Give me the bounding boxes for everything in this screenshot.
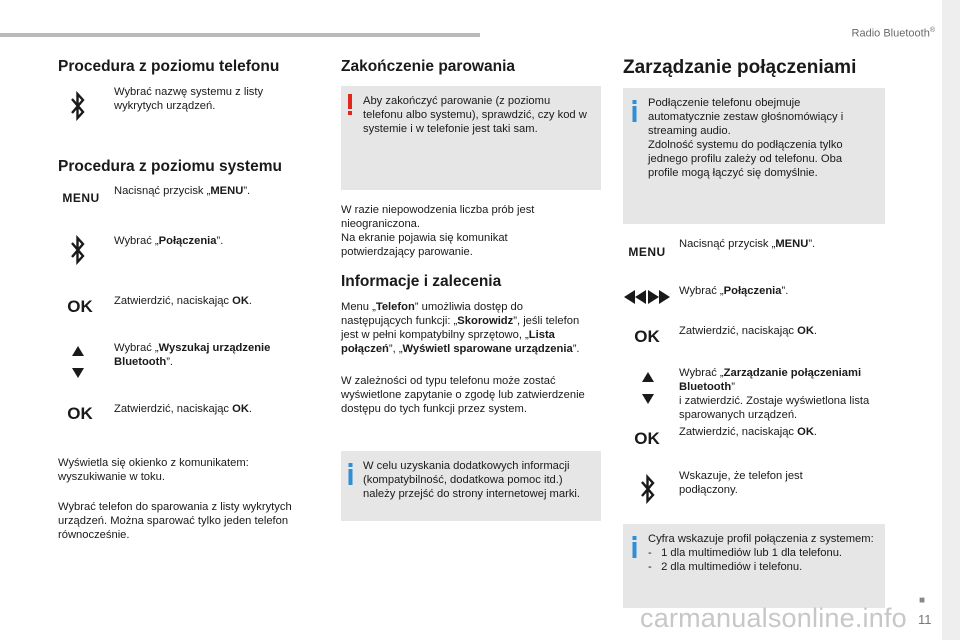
paragraph: W zależności od typu telefonu może zostać wyświetlone zapytanie o zgodę lub zatwierdzenie dostępu do tych funkcji przez system.: [341, 375, 585, 415]
paragraph: Wybrać telefon do sparowania z listy wykrytych urządzeń. Można sparować tylko jeden telefon równocześnie.: [58, 501, 292, 541]
up-down-arrows-icon: [68, 344, 88, 380]
info-icon: [631, 100, 639, 127]
info-text: Podłączenie telefonu obejmuje automatycznie zestaw głośnomówiący i streaming audio. Zdolność systemu do podłączenia tylko jednego profilu zależy od telefonu. Oba profile mogą łączyć się domyślnie.: [648, 97, 844, 179]
step-text: Zatwierdzić, naciskając OK.: [114, 403, 253, 415]
step-text: Nacisnąć przycisk „MENU”.: [679, 238, 816, 250]
ok-button-icon: OK: [634, 429, 660, 448]
section-title-phone-procedure: Procedura z poziomu telefonu: [58, 58, 280, 75]
info-box: [341, 451, 601, 521]
info-text: Cyfra wskazuje profil połączenia z systemem: - 1 dla multimediów lub 1 dla telefonu. - 2 dla multimediów i telefonu.: [648, 533, 874, 573]
top-rule: [0, 33, 480, 37]
step-text: Wybrać „Wyszukaj urządzenie Bluetooth”.: [114, 342, 271, 368]
paragraph: W razie niepowodzenia liczba prób jest nieograniczona. Na ekranie pojawia się komunikat potwierdzający parowanie.: [341, 204, 535, 258]
step-text: Wybrać „Połączenia”.: [114, 235, 224, 247]
ok-button-icon: OK: [67, 297, 93, 316]
info-box: [623, 524, 885, 608]
section-title-connection-management: Zarządzanie połączeniami: [623, 57, 857, 78]
watermark: carmanualsonline.info: [640, 603, 907, 633]
step-text: Zatwierdzić, naciskając OK.: [679, 325, 818, 337]
right-margin-strip: [942, 0, 960, 640]
info-text: W celu uzyskania dodatkowych informacji (kompatybilność, dodatkowa pomoc itd.) należy przejść do strony internetowej marki.: [363, 460, 581, 500]
step-text: Zatwierdzić, naciskając OK.: [679, 426, 818, 438]
info-box: [623, 88, 885, 224]
bluetooth-icon: [638, 472, 658, 506]
step-text: Wybrać „Zarządzanie połączeniami Bluetooth” i zatwierdzić. Zostaje wyświetlona lista sparowanych urządzeń.: [679, 367, 870, 421]
section-title-pairing-end: Zakończenie parowania: [341, 58, 515, 75]
running-header: Radio Bluetooth®: [851, 27, 935, 40]
up-down-arrows-icon: [638, 370, 658, 406]
info-icon: [347, 463, 355, 490]
step-text: Nacisnąć przycisk „MENU”.: [114, 185, 251, 197]
ok-button-icon: OK: [67, 404, 93, 423]
paragraph: Wyświetla się okienko z komunikatem: wyszukiwanie w toku.: [58, 457, 249, 483]
info-icon: [631, 536, 639, 563]
bluetooth-icon: [68, 233, 88, 267]
step-text: Wskazuje, że telefon jest podłączony.: [679, 470, 803, 496]
section-title-system-procedure: Procedura z poziomu systemu: [58, 158, 282, 175]
page-number: 11: [918, 612, 932, 627]
warning-icon: [345, 94, 355, 121]
bluetooth-icon: [68, 89, 88, 123]
step-text: Zatwierdzić, naciskając OK.: [114, 295, 253, 307]
prev-next-arrows-icon: [624, 289, 670, 305]
ok-button-icon: OK: [634, 327, 660, 346]
menu-button-icon: MENU: [62, 191, 100, 205]
menu-button-icon: MENU: [628, 245, 666, 259]
step-text: Wybrać nazwę systemu z listy wykrytych urządzeń.: [114, 86, 264, 112]
section-title-info: Informacje i zalecenia: [341, 273, 502, 290]
page-marker: ■: [919, 595, 926, 606]
warning-box: [341, 86, 601, 190]
warning-text: Aby zakończyć parowanie (z poziomu telefonu albo systemu), sprawdzić, czy kod w systemie i w telefonie jest taki sam.: [363, 95, 587, 135]
step-text: Wybrać „Połączenia”.: [679, 285, 789, 297]
paragraph: Menu „Telefon” umożliwia dostęp do następujących funkcji: „Skorowidz”, jeśli telefon jest w pełni kompatybilny sprzętowo, „Lista połączeń”, „Wyświetl sparowane urządzenia”.: [341, 301, 580, 355]
